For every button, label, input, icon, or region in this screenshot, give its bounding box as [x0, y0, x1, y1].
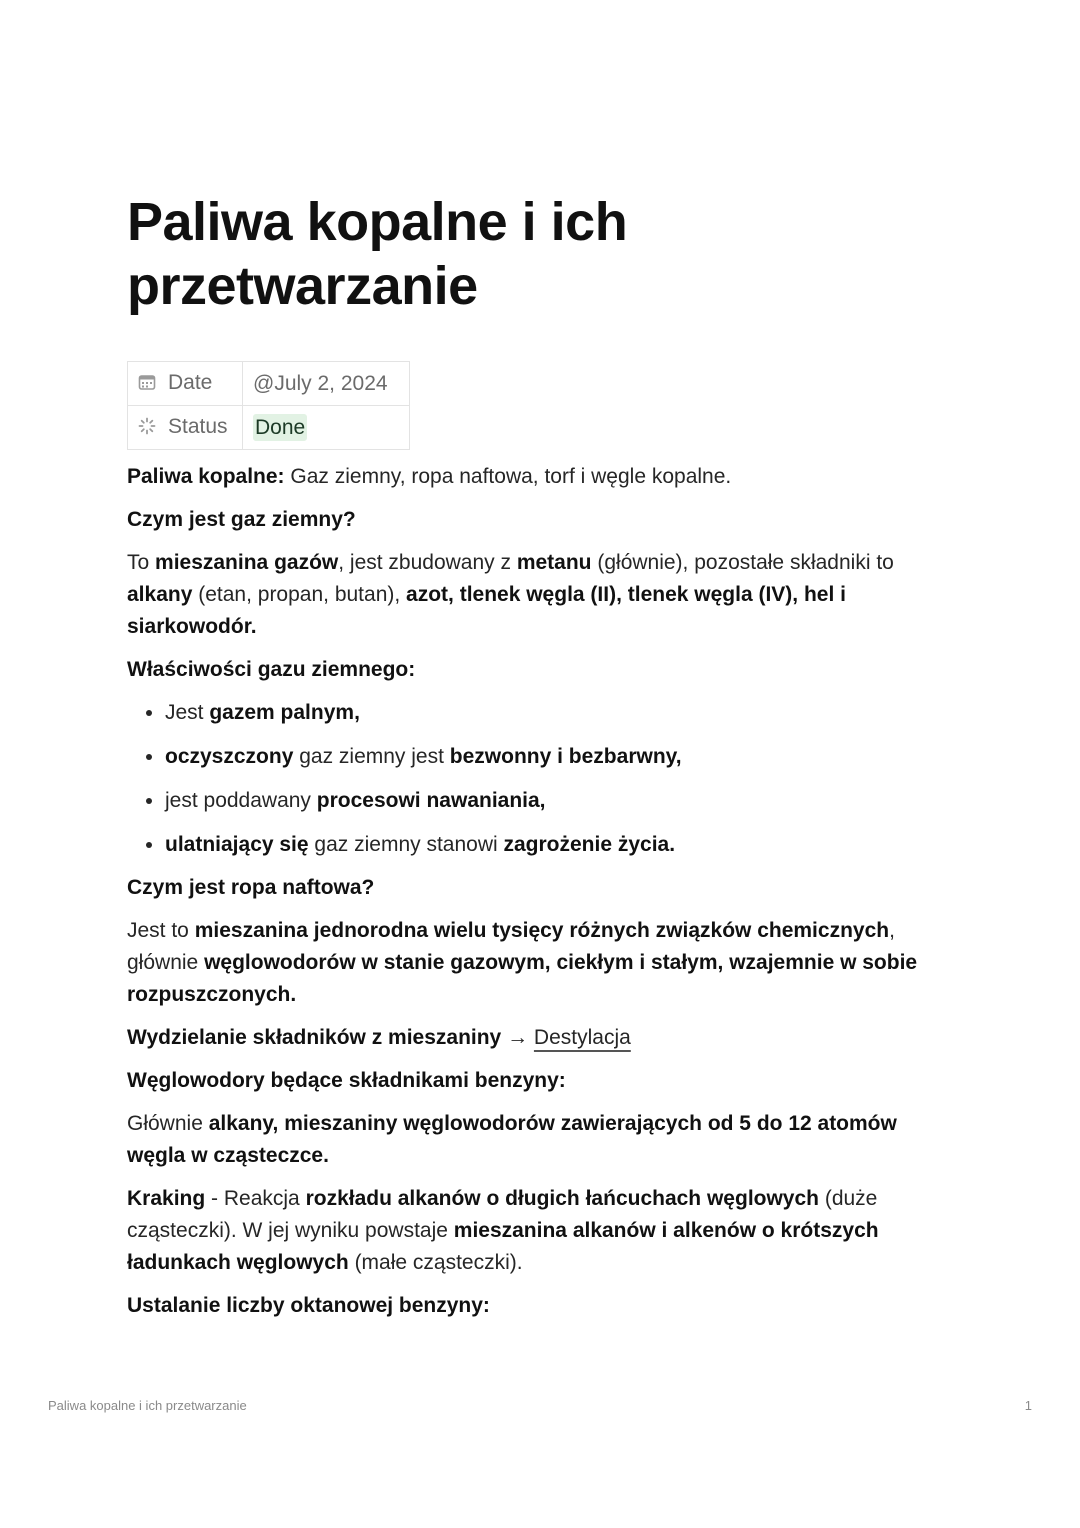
- property-label-status: Status: [168, 414, 228, 438]
- bold-text: procesowi nawaniania,: [316, 789, 546, 812]
- bold-text: rozkładu alkanów o długich łańcuchach węglowych: [305, 1187, 819, 1210]
- paragraph-gaz-ziemny: [127, 547, 957, 643]
- bold-text: Wydzielanie składników z mieszaniny: [127, 1026, 502, 1049]
- paragraph-paliwa: [127, 461, 957, 493]
- heading-liczba-oktanowa: [127, 1290, 957, 1322]
- heading-text: Właściwości gazu ziemnego:: [127, 658, 416, 681]
- text: - Reakcja: [205, 1187, 306, 1210]
- bold-text: mieszanina jednorodna wielu tysięcy różnych związków chemicznych: [194, 919, 890, 942]
- text: Głównie: [127, 1112, 209, 1135]
- bold-text: oczyszczony: [165, 745, 294, 768]
- paragraph-weglowodory: [127, 1108, 957, 1172]
- paragraph-kraking: [127, 1183, 957, 1279]
- bold-text: alkany: [127, 583, 193, 606]
- property-row-date: [128, 362, 410, 406]
- date-value: @July 2, 2024: [253, 371, 388, 395]
- heading-weglowodory: [127, 1065, 957, 1097]
- heading-wlasciwosci: [127, 654, 957, 686]
- bold-text: ulatniający się: [165, 833, 309, 856]
- text: (małe cząsteczki).: [348, 1251, 523, 1274]
- page-number: 1: [1024, 1398, 1032, 1413]
- text: jest poddawany: [165, 789, 317, 812]
- bold-text: gazem palnym,: [209, 701, 360, 724]
- heading-text: Ustalanie liczby oktanowej benzyny:: [127, 1294, 490, 1317]
- bold-text: Paliwa kopalne:: [127, 465, 285, 488]
- footer-title: Paliwa kopalne i ich przetwarzanie: [48, 1398, 247, 1413]
- property-key-date: [128, 362, 243, 406]
- bold-text: zagrożenie życia.: [503, 833, 676, 856]
- text: (głównie), pozostałe składniki to: [591, 551, 894, 574]
- bold-text: mieszanina alkanów i alkenów o krótszych ładunkach węglowych: [127, 1219, 879, 1274]
- text: , jest zbudowany z: [338, 551, 517, 574]
- list-item: [165, 741, 957, 773]
- heading-text: Czym jest gaz ziemny?: [127, 508, 356, 531]
- heading-text: Czym jest ropa naftowa?: [127, 876, 375, 899]
- bold-text: węglowodorów w stanie gazowym, ciekłym i stałym, wzajemnie w sobie rozpuszczonych.: [127, 951, 918, 1006]
- bold-text: metanu: [516, 551, 592, 574]
- property-label-date: Date: [168, 370, 213, 394]
- property-value-date[interactable]: [243, 362, 410, 406]
- heading-ropa-naftowa: [127, 872, 957, 904]
- text: , głównie: [127, 919, 895, 974]
- text: (duże cząsteczki). W jej wyniku powstaje: [127, 1187, 878, 1242]
- text: Gaz ziemny, ropa naftowa, torf i węgle kopalne.: [284, 465, 732, 488]
- paragraph-ropa-naftowa: [127, 915, 957, 1011]
- bold-text: azot, tlenek węgla (II), tlenek węgla (IV), hel i siarkowodór.: [127, 583, 846, 638]
- properties-table: [127, 361, 410, 450]
- list-item: [165, 697, 957, 729]
- text: Jest to: [127, 919, 195, 942]
- page-title: Paliwa kopalne i ich przetwarzanie: [127, 192, 628, 316]
- status-badge: Done: [255, 415, 306, 439]
- text: gaz ziemny jest: [293, 745, 450, 768]
- bold-text: bezwonny i bezbarwny,: [449, 745, 682, 768]
- paragraph-wydzielanie: [127, 1022, 957, 1054]
- text: To: [127, 551, 156, 574]
- text: (etan, propan, butan),: [192, 583, 407, 606]
- bold-text: mieszanina gazów: [155, 551, 339, 574]
- list-item: [165, 829, 957, 861]
- calendar-icon: [138, 373, 156, 397]
- property-key-status: [128, 406, 243, 450]
- bold-text: alkany, mieszaniny węglowodorów zawierających od 5 do 12 atomów węgla w cząsteczce.: [127, 1112, 897, 1167]
- property-value-status[interactable]: [243, 406, 410, 450]
- page-content: [127, 461, 957, 1333]
- bold-text: Kraking: [127, 1187, 206, 1210]
- heading-text: Węglowodory będące składnikami benzyny:: [127, 1069, 566, 1092]
- arrow-text: →: [501, 1026, 534, 1049]
- text: gaz ziemny stanowi: [308, 833, 504, 856]
- bullet-list: [127, 697, 957, 861]
- heading-gaz-ziemny: [127, 504, 957, 536]
- loading-spinner-icon: [138, 417, 156, 441]
- property-row-status: [128, 406, 410, 450]
- destylacja-link[interactable]: Destylacja: [533, 1026, 631, 1049]
- text: Jest: [165, 701, 210, 724]
- list-item: [165, 785, 957, 817]
